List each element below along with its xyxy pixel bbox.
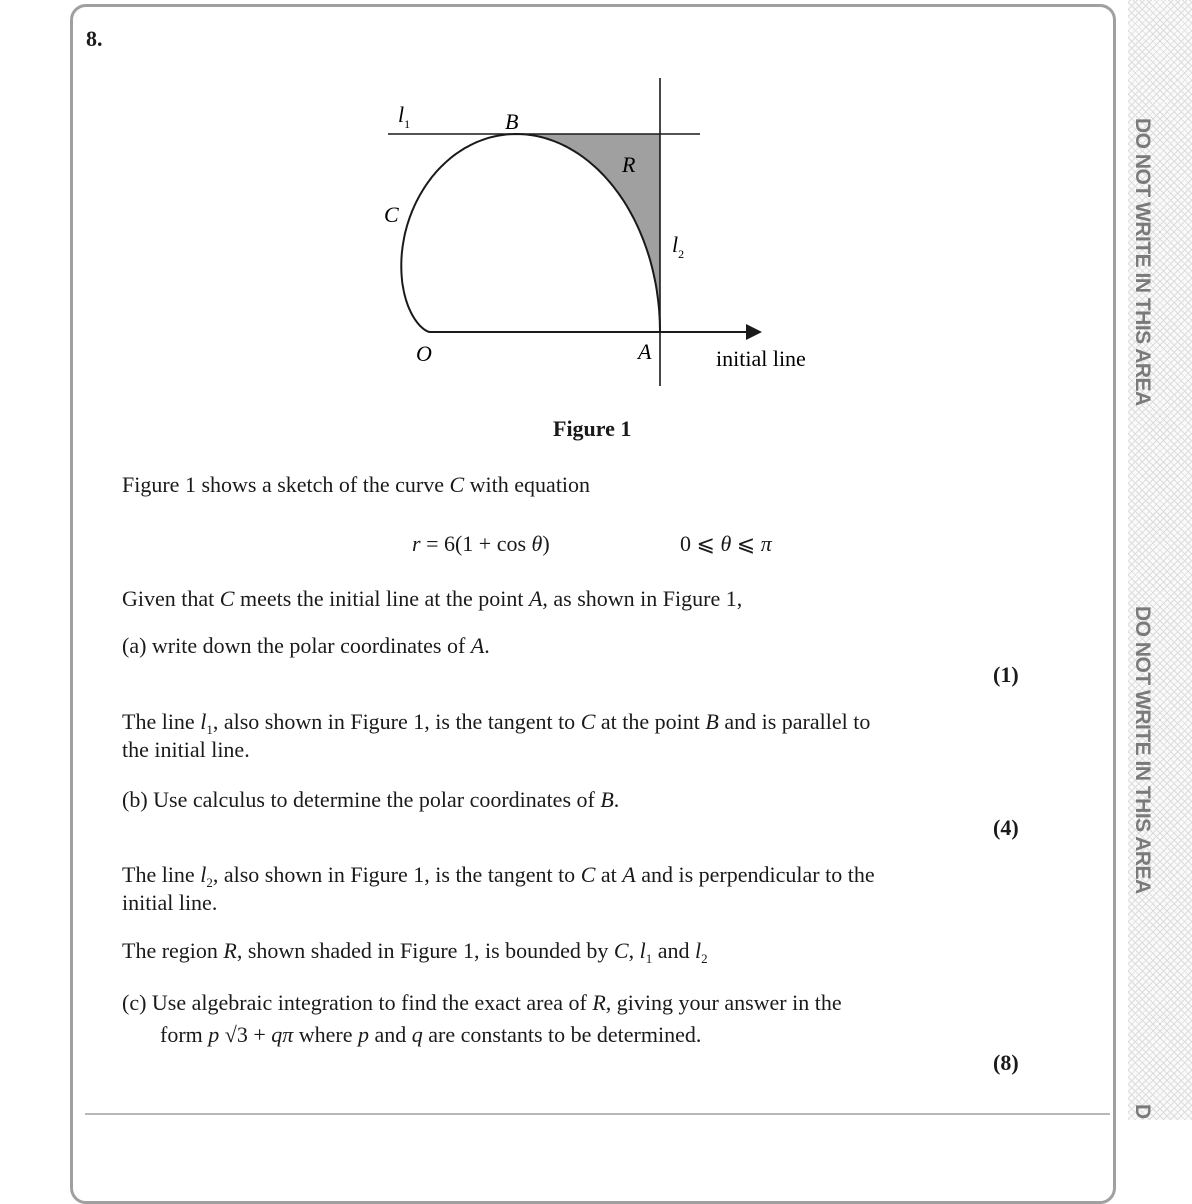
region-text — [122, 938, 708, 964]
math-symbol: C — [219, 586, 235, 611]
label-initial-line: initial line — [716, 346, 806, 371]
margin-warning-1: DO NOT WRITE IN THIS AREA — [1131, 118, 1154, 406]
text-run: The line — [122, 862, 201, 887]
label-c: C — [384, 202, 399, 227]
math-symbol: R — [223, 938, 237, 963]
part-c — [122, 990, 842, 1016]
text-run: and — [652, 938, 695, 963]
text-run: , shown shaded in Figure 1, is bounded by — [236, 938, 614, 963]
math-symbol: B — [600, 787, 614, 812]
text-run: and is perpendicular to the — [635, 862, 875, 887]
text-run: at the point — [595, 709, 706, 734]
text-run: and — [369, 1022, 412, 1047]
text-run: , — [628, 938, 640, 963]
math-symbol: A — [528, 586, 543, 611]
subscript: 2 — [701, 951, 708, 966]
text-run: initial line. — [122, 890, 218, 915]
line-l2-text-cont — [122, 890, 217, 916]
text-run: . — [484, 633, 490, 658]
equation — [412, 531, 550, 557]
math-symbol: r — [412, 531, 421, 556]
label-a: A — [638, 339, 652, 364]
subscript: 1 — [645, 951, 653, 966]
math-symbol: π — [760, 531, 772, 556]
math-symbol: l — [200, 862, 207, 887]
line-l1-text-cont — [122, 737, 250, 763]
subscript: 2 — [206, 875, 213, 890]
text-run: , as shown in Figure 1, — [542, 586, 743, 611]
label-o: O — [416, 341, 432, 366]
text-run: meets the initial line at the point — [234, 586, 529, 611]
arrowhead-icon — [746, 324, 762, 340]
text-run: and is parallel to — [718, 709, 871, 734]
part-b — [122, 787, 619, 813]
subscript: 1 — [206, 722, 213, 737]
line-l2-text — [122, 862, 875, 888]
text-run: (c) Use algebraic integration to find the exact area of — [122, 990, 593, 1015]
math-symbol: A — [622, 862, 636, 887]
math-symbol: C — [613, 938, 629, 963]
margin-warning-2: DO NOT WRITE IN THIS AREA — [1131, 606, 1154, 894]
label-l2: $l_2$ — [672, 232, 685, 261]
math-symbol: p — [358, 1022, 370, 1047]
math-symbol: qπ — [271, 1022, 294, 1047]
text-run: the initial line. — [122, 737, 250, 762]
label-b: B — [505, 109, 519, 134]
given-text — [122, 586, 742, 612]
text-run: 0 ⩽ — [680, 531, 721, 556]
label-r: R — [622, 152, 636, 177]
math-symbol: C — [580, 709, 596, 734]
text-run: The line — [122, 709, 201, 734]
text-run: , also shown in Figure 1, is the tangent to — [212, 862, 581, 887]
text-run: (b) Use calculus to determine the polar coordinates of — [122, 787, 601, 812]
text-run: The region — [122, 938, 224, 963]
question-number: 8. — [86, 26, 103, 51]
math-symbol: R — [592, 990, 606, 1015]
math-symbol: B — [705, 709, 719, 734]
text-run: ) — [542, 531, 550, 556]
math-symbol: l — [694, 938, 702, 963]
intro-text — [122, 472, 590, 498]
margin-warning-3: D — [1131, 1104, 1154, 1119]
text-run: ⩽ — [731, 531, 761, 556]
figure-caption: Figure 1 — [553, 416, 632, 441]
answer-divider — [85, 1113, 1110, 1115]
part-a — [122, 633, 490, 659]
math-symbol: C — [449, 472, 465, 497]
math-symbol: p — [208, 1022, 220, 1047]
math-symbol: l — [200, 709, 207, 734]
text-run: with equation — [464, 472, 591, 497]
text-run: where — [293, 1022, 359, 1047]
text-run: (a) write down the polar coordinates of — [122, 633, 471, 658]
math-symbol: C — [580, 862, 596, 887]
text-run: are constants to be determined. — [422, 1022, 702, 1047]
math-symbol: l — [639, 938, 646, 963]
text-run: . — [613, 787, 620, 812]
part-c-cont — [160, 1022, 701, 1048]
line-l1-text — [122, 709, 870, 735]
label-l1: $l_1$ — [398, 102, 411, 131]
figure-1 — [0, 0, 1120, 400]
text-run: , also shown in Figure 1, is the tangent to — [212, 709, 581, 734]
math-symbol: θ — [720, 531, 732, 556]
math-symbol: θ — [531, 531, 543, 556]
math-symbol: q — [411, 1022, 423, 1047]
math-symbol: A — [470, 633, 485, 658]
text-run: , giving your answer in the — [605, 990, 842, 1015]
text-run: form — [160, 1022, 209, 1047]
text-run: = 6(1 + cos — [420, 531, 532, 556]
marks-b: (4) — [993, 815, 1019, 840]
marks-c: (8) — [993, 1050, 1019, 1075]
marks-a: (1) — [993, 662, 1019, 687]
equation-range — [680, 531, 772, 557]
text-run: at — [595, 862, 623, 887]
region-r-shading — [516, 134, 660, 332]
text-run: Figure 1 shows a sketch of the curve — [122, 472, 450, 497]
text-run: √3 + — [219, 1022, 272, 1047]
text-run: Given that — [122, 586, 220, 611]
